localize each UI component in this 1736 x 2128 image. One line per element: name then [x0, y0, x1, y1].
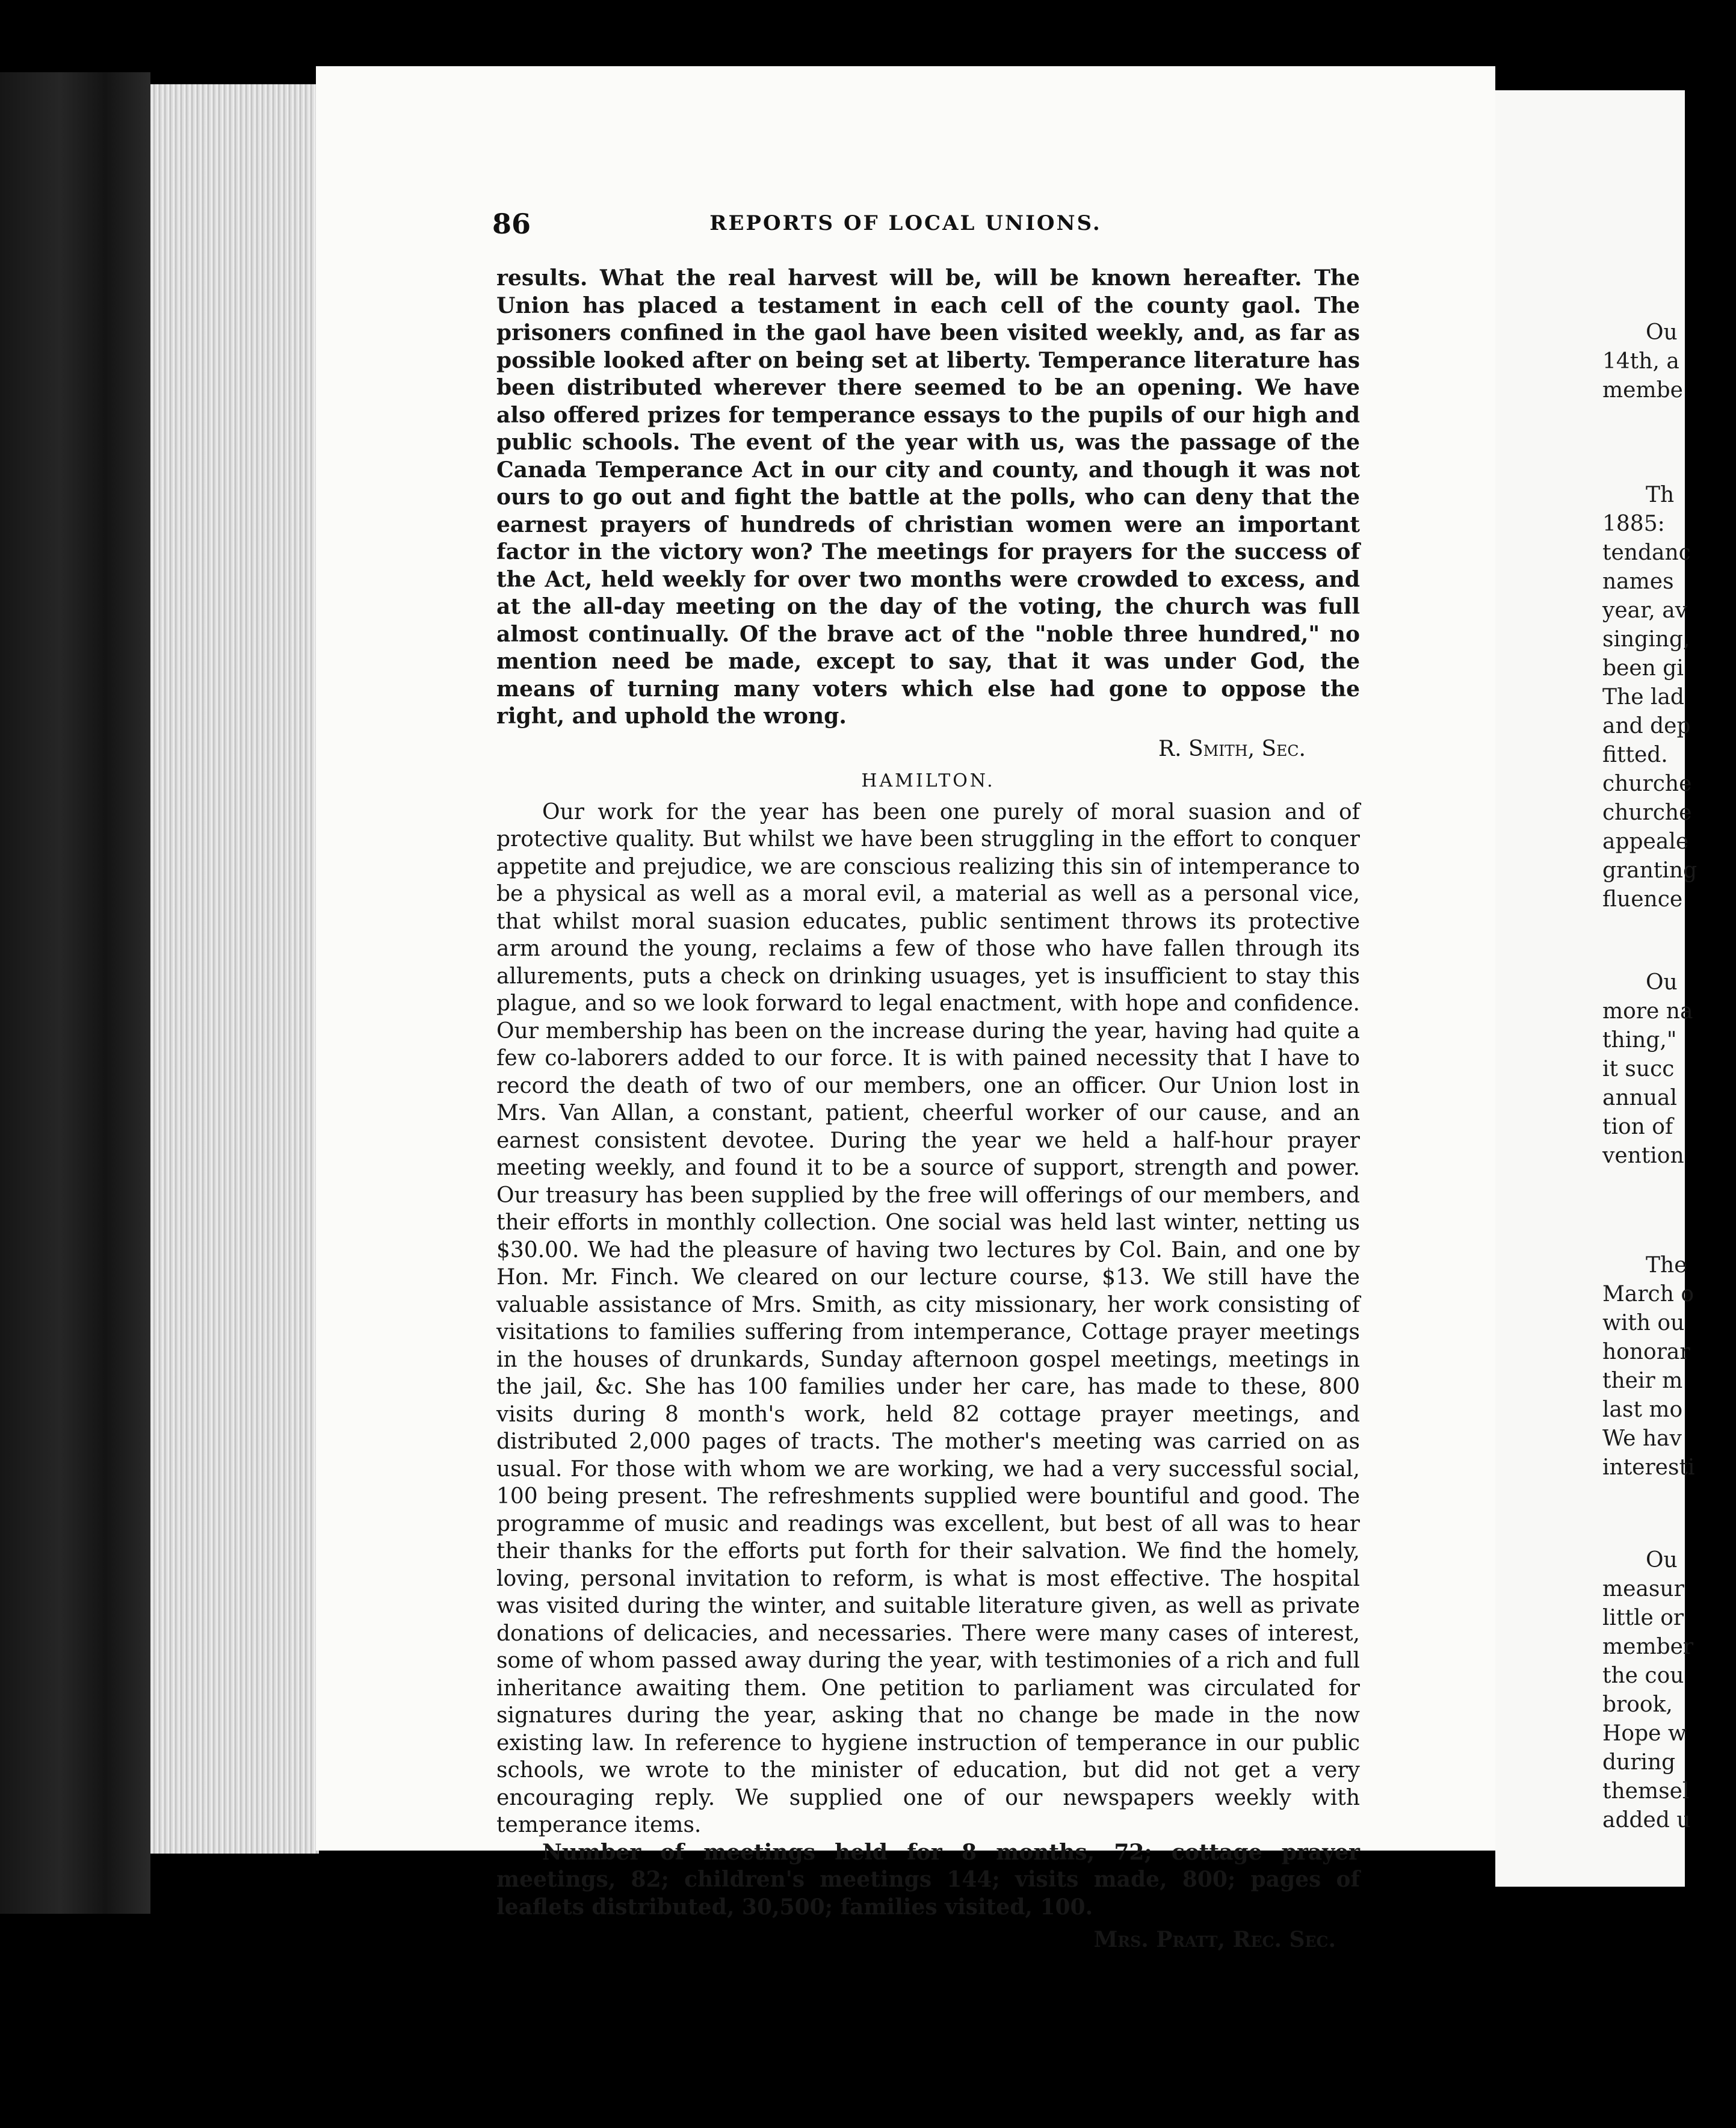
- paragraph-hamilton-report: Our work for the year has been one purely of moral suasion and of protective quality. But whilst we have been struggling in the effort to conquer appetite and prejudice, we are conscious realizing this sin of intemperance to be a physical as well as a moral evil, a material as well as a personal vice, that whilst moral suasion educates, public sentiment throws its protective arm around the young, reclaims a few of those who have fallen through its allurements, puts a check on drinking usuages, yet is insufficient to stay this plague, and so we look forward to legal enactment, with hope and confidence. Our membership has been on the increase during the year, having had quite a few co-laborers added to our force. It is with pained necessity that I have to record the death of two of our members, one an officer. Our Union lost in Mrs. Van Allan, a constant, patient, cheerful worker of our cause, and an earnest consistent devotee. During the year we held a half-hour prayer meeting weekly, and found it to be a source of support, strength and power. Our treasury has been supplied by the free will offerings of our members, and their efforts in monthly collection. One social was held last winter, netting us $30.00. We had the pleasure of having two lectures by Col. Bain, and one by Hon. Mr. Finch. We cleared on our lecture course, $13. We still have the valuable assistance of Mrs. Smith, as city missionary, her work consisting of visitations to families suffering from intemperance, Cottage prayer meetings in the houses of drunkards, Sunday afternoon gospel meetings, meetings in the jail, &c. She has 100 families under her care, has made to these, 800 visits during 8 month's work, held 82 cottage prayer meetings, and distributed 2,000 pages of tracts. The mother's meeting was carried on as usual. For those with whom we are working, we had a very successful social, 100 being present. The refreshments supplied were bountiful and good. The programme of music and readings was excellent, but best of all was to hear their thanks for the efforts put forth for their salvation. We find the homely, loving, personal invitation to reform, is what is most effective. The hospital was visited during the winter, and suitable literature given, as well as private donations of delicacies, and necessaries. There were many cases of interest, some of whom passed away during the year, with testimonies of a rich and full inheritance awaiting them. One petition to parliament was circulated for signatures during the year, asking that no change be made in the now existing law. In reference to hygiene instruction of temperance in our public schools, we wrote to the minister of education, but did not get a very encouraging reply. We supplied one of our newspapers weekly with temperance items.: [496, 799, 1360, 1837]
- section-heading-hamilton: HAMILTON.: [861, 770, 995, 791]
- facing-line: their m: [1602, 1369, 1683, 1393]
- facing-line: membe: [1602, 378, 1683, 403]
- book-page: [316, 66, 1495, 1952]
- paragraph-continued: results. What the real harvest will be, will be known hereafter. The Union has placed a testament in each cell of the county gaol. The prisoners confined in the gaol have been visited weekly, and, as far as possible looked after on being set at liberty. Temperance literature has been distributed wherever there seemed to be an opening. We have also offered prizes for temperance essays to the pupils of our high and public schools. The event of the year with us, was the passage of the Canada Temperance Act in our city and county, and though it was not ours to go out and fight the battle at the polls, who can deny that the earnest prayers of hundreds of christian women were an important factor in the victory won? The meetings for prayers for the success of the Act, held weekly for over two months were crowded to excess, and at the all-day meeting on the day of the voting, the church was full almost continually. Of the brave act of the "noble three hundred," no mention need be made, except to say, that it was under God, the means of turning many voters which else had gone to oppose the right, and uphold the wrong.: [496, 265, 1360, 729]
- book-spine: [0, 72, 150, 1914]
- facing-line: Ou: [1646, 320, 1678, 345]
- page-header: [316, 208, 1495, 250]
- page-number: 86: [492, 208, 531, 240]
- facing-line: names: [1602, 569, 1674, 594]
- facing-line: honorar: [1602, 1340, 1690, 1364]
- facing-line: interesti: [1602, 1455, 1695, 1480]
- facing-line: churche: [1602, 800, 1692, 825]
- facing-line: churche: [1602, 772, 1692, 796]
- facing-line: tion of: [1602, 1115, 1673, 1139]
- facing-line: the cou: [1602, 1663, 1684, 1688]
- facing-line: singing,: [1602, 627, 1690, 652]
- facing-line: Ou: [1646, 970, 1678, 995]
- facing-line: during: [1602, 1750, 1676, 1775]
- signature-pratt: Mrs. Pratt, Rec. Sec.: [1093, 1927, 1336, 1952]
- facing-line: brook,: [1602, 1692, 1673, 1717]
- facing-line: been gi: [1602, 656, 1684, 681]
- facing-line: it succ: [1602, 1057, 1675, 1081]
- facing-line: 1885:: [1602, 512, 1665, 536]
- facing-line: 14th, a: [1602, 349, 1679, 374]
- facing-line: Ou: [1646, 1548, 1678, 1573]
- facing-line: with ou: [1602, 1311, 1685, 1335]
- facing-line: The lad: [1602, 685, 1684, 710]
- signature-smith: R. Smith, Sec.: [1158, 736, 1306, 761]
- facing-line: fitted.: [1602, 743, 1668, 767]
- facing-line: themsel: [1602, 1779, 1690, 1804]
- facing-line: thing,": [1602, 1028, 1677, 1053]
- facing-line: year, av: [1602, 598, 1688, 623]
- facing-line: member: [1602, 1635, 1694, 1659]
- facing-line: vention: [1602, 1143, 1684, 1168]
- facing-line: added u: [1602, 1808, 1691, 1833]
- page-content: [496, 265, 1360, 1952]
- facing-line: annual: [1602, 1086, 1677, 1110]
- facing-line: appeale: [1602, 829, 1689, 854]
- facing-line: last mo: [1602, 1397, 1683, 1422]
- facing-line: March o: [1602, 1282, 1694, 1307]
- facing-line: Th: [1646, 483, 1675, 507]
- facing-line: We hav: [1602, 1426, 1682, 1451]
- facing-line: and dep: [1602, 714, 1691, 738]
- facing-line: fluence: [1602, 887, 1683, 912]
- paragraph-statistics: Number of meetings held for 8 months, 72; cottage prayer meetings, 82; children's meetings 144; visits made, 800; pages of leaflets distributed, 30,500; families visited, 100.: [496, 1839, 1360, 1920]
- facing-line: little or: [1602, 1606, 1684, 1630]
- facing-line: more na: [1602, 999, 1693, 1024]
- facing-line: tendanc: [1602, 540, 1691, 565]
- facing-line: Hope w: [1602, 1721, 1687, 1746]
- facing-page: [1495, 90, 1697, 1887]
- running-head: REPORTS OF LOCAL UNIONS.: [709, 211, 1102, 235]
- facing-line: granting: [1602, 858, 1697, 883]
- facing-line: The: [1646, 1253, 1687, 1278]
- page-edges: [150, 84, 319, 1854]
- facing-line: measur: [1602, 1577, 1684, 1601]
